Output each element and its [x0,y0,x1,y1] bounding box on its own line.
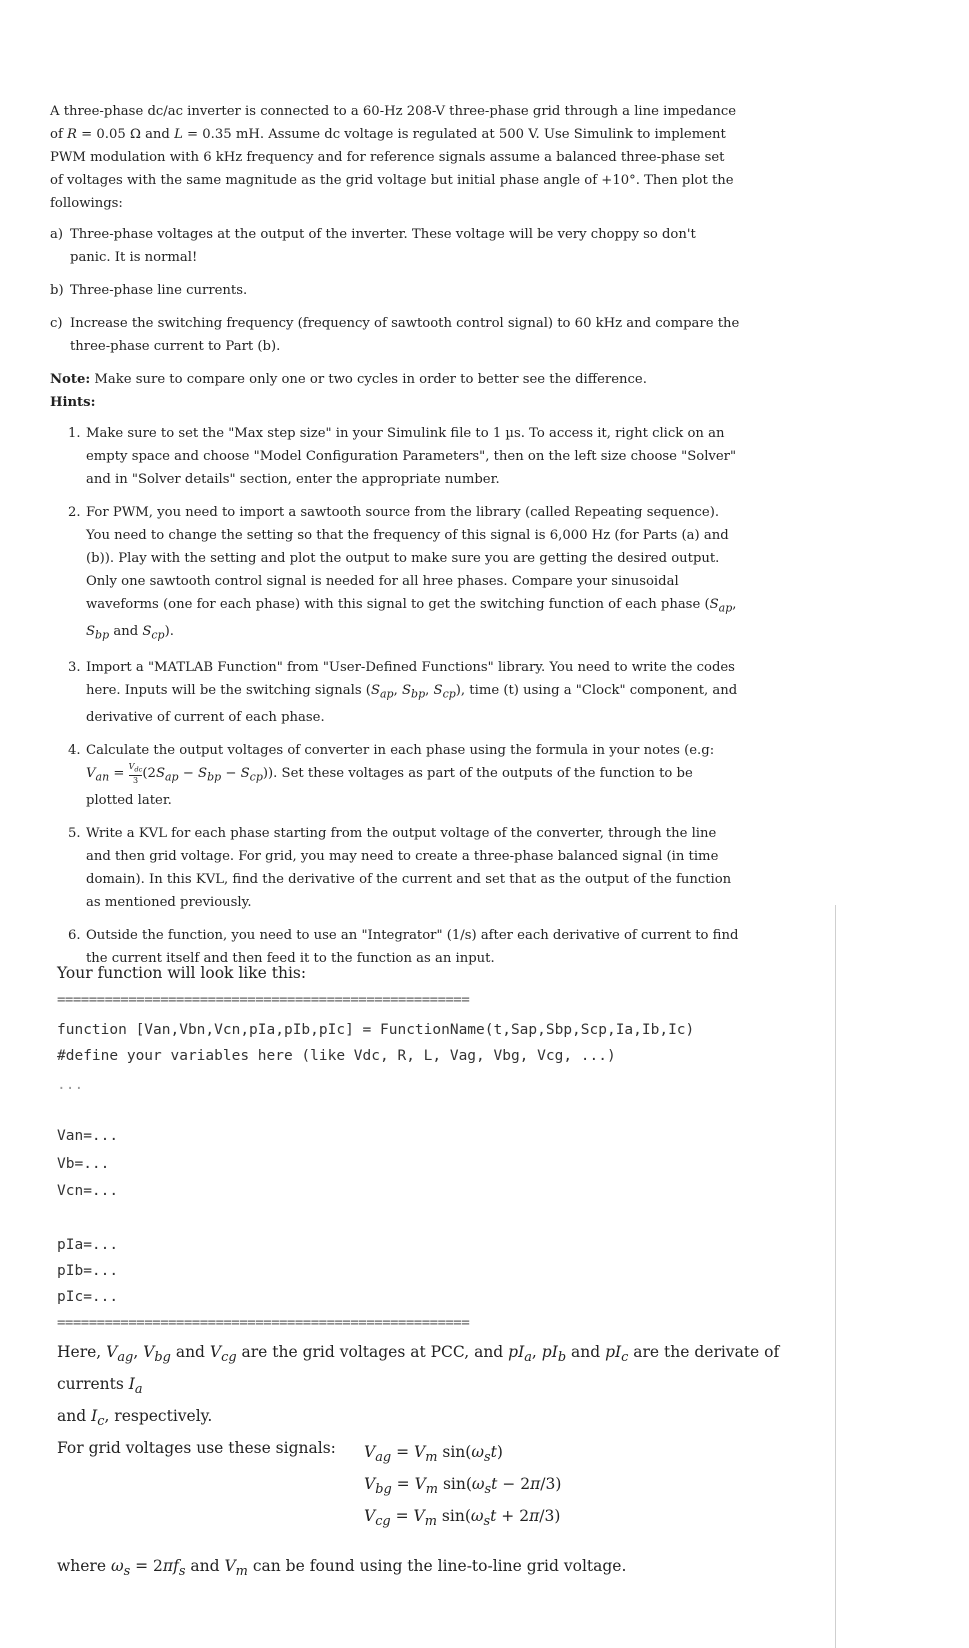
list-item: 1. Make sure to set the "Max step size" in your Simulink file to 1 µs. To access it, right click on an empty space and choose "Model Configuration Parameters", then on the left size choose "Solver" and in "Solver details" section, enter the appropriate number. [68,426,737,487]
code-line: #define your variables here (like Vdc, R, L, Vag, Vbg, Vcg, ...) [57,1048,616,1064]
problem-statement [50,100,740,980]
list-item: 6. Outside the function, you need to use an "Integrator" (1/s) after each derivative of current to find the current itself and then feed it to the function as an input. [68,927,739,966]
code-line: pIc=... [57,1289,119,1305]
code-line: function [Van,Vbn,Vcn,pIa,pIb,pIc] = FunctionName(t,Sap,Sbp,Scp,Ia,Ib,Ic) [57,1022,695,1038]
list-item: b) Three-phase line currents. [50,283,248,298]
equation-vbg: $V_{bg} = V_m$ $\sin(\omega_st - 2\pi/3)$ [364,1475,562,1498]
where-text: where $\omega_s = 2\pi f_s$ and $V_m$ can be found using the line-to-line grid voltage. [57,1557,627,1580]
list-item: 4. Calculate the output voltages of converter in each phase using the formula in your notes (e.g: $V_{an}$ = $\frac{V_{dc}}{3}$ $(2S_{ap} - S_{bp} - S_{cp})$). Set these voltages as part of the outputs of the function to be plotted later. [68,742,715,808]
grid-equations [364,1439,561,1535]
problem-parts [50,223,740,358]
code-separator-top: ==================================================== [57,992,470,1008]
code-line: pIb=... [57,1263,119,1279]
grid-intro: For grid voltages use these signals: [57,1439,336,1458]
note: Note: Make sure to compare only one or two cycles in order to better see the difference. [50,372,647,387]
hints-heading: Hints: [50,395,96,410]
list-item: 2. For PWM, you need to import a sawtooth source from the library (called Repeating sequence). You need to change the setting so that the frequency of this signal is 6,000 Hz (for Parts (a) and (b)). Play with the setting and plot the output to make sure you are getting the desired output. Only one sawtooth control signal is needed for all hree phases. Compare your sinusoidal waveforms (one for each phase) with this signal to get the switching function of each phase ($S_{ap}$, $S_{bp}$ and $S_{cp}$). [68,505,737,642]
code-section [57,960,847,986]
list-item: a) Three-phase voltages at the output of the inverter. These voltage will be very choppy so don't panic. It is normal! [50,227,696,265]
code-line: ... [57,1077,84,1093]
list-item: 3. Import a "MATLAB Function" from "User-Defined Functions" library. You need to write the codes here. Inputs will be the switching signals ($S_{ap}$, $S_{bp}$, $S_{cp}$), time (t) using a "Clock" component, and derivative of current of each phase. [68,660,738,725]
explanation-text: Here, $V_{ag}$, $V_{bg}$ and $V_{cg}$ are the grid voltages at PCC, and $pI_a$, $pI_b$ and $pI_c$ are the derivate of currents $I_a$ and $I_c$, respectively. [57,1343,780,1430]
code-line: Vb=... [57,1156,110,1172]
problem-intro: A three-phase dc/ac inverter is connected to a 60-Hz 208-V three-phase grid through a line impedance of R = 0.05 Ω and L = 0.35 mH. Assume dc voltage is regulated at 500 V. Use Simulink to implement PWM modulation with 6 kHz frequency and for reference signals assume a balanced three-phase set of voltages with the same magnitude as the grid voltage but initial phase angle of +10°. Then plot the followings: [50,104,737,211]
list-item: c) Increase the switching frequency (frequency of sawtooth control signal) to 60 kHz and compare the three-phase current to Part (b). [50,316,740,354]
code-line: Van=... [57,1128,119,1144]
page-divider [835,905,836,1648]
list-item: 5. Write a KVL for each phase starting from the output voltage of the converter, through the line and then grid voltage. For grid, you may need to create a three-phase balanced signal (in time domain). In this KVL, find the derivative of the current and set that as the output of the function as mentioned previously. [68,825,732,910]
code-separator-bottom: ==================================================== [57,1315,470,1331]
equation-vag: $V_{ag} = V_m$ $\sin(\omega_st)$ [364,1443,503,1466]
equation-vcg: $V_{cg} = V_m$ $\sin(\omega_st + 2\pi/3)$ [364,1507,561,1530]
code-line: Vcn=... [57,1183,119,1199]
code-line: pIa=... [57,1237,119,1253]
hints-list [50,422,740,970]
code-intro: Your function will look like this: [57,964,307,982]
